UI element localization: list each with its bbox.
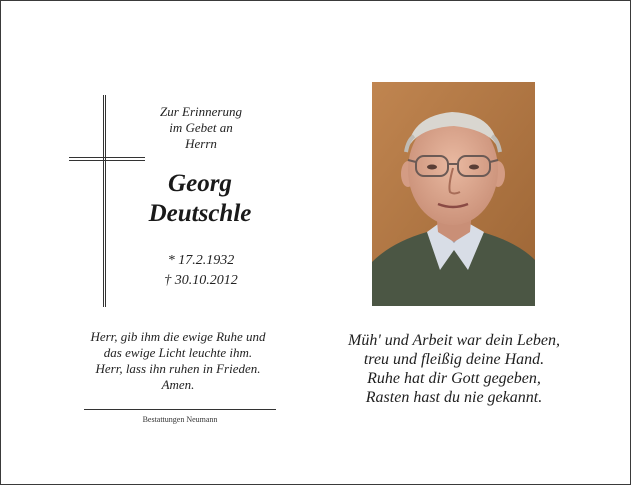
undertaker-name: Bestattungen Neumann: [142, 415, 218, 424]
prayer-line: das ewige Licht leuchte ihm.: [103, 345, 253, 360]
cross-vertical-bar: [103, 95, 106, 307]
prayer-line: Amen.: [161, 377, 195, 392]
intro-line: Herrn: [185, 136, 217, 151]
portrait-illustration: [372, 82, 535, 306]
verse-text: [331, 331, 577, 407]
prayer-text: [71, 329, 285, 393]
intro-line: Zur Erinnerung: [160, 104, 242, 119]
intro-line: im Gebet an: [169, 120, 233, 135]
verse-line: Rasten hast du nie gekannt.: [365, 389, 543, 406]
cross-horizontal-bar: [69, 157, 145, 161]
last-name: Deutschle: [148, 200, 252, 227]
life-dates: [131, 251, 271, 291]
verse-line: Ruhe hat dir Gott gegeben,: [367, 370, 541, 387]
first-name: Georg: [168, 170, 232, 197]
deceased-name: [119, 169, 281, 229]
verse-line: Müh' und Arbeit war dein Leben,: [348, 332, 560, 349]
divider-line: [84, 409, 276, 410]
intro-text: [131, 104, 271, 152]
prayer-line: Herr, gib ihm die ewige Ruhe und: [90, 329, 266, 344]
portrait-photo: [372, 82, 535, 306]
verse-line: treu und fleißig deine Hand.: [363, 351, 545, 368]
death-date: † 30.10.2012: [164, 273, 238, 288]
prayer-line: Herr, lass ihn ruhen in Frieden.: [95, 361, 261, 376]
birth-date: * 17.2.1932: [167, 253, 235, 268]
